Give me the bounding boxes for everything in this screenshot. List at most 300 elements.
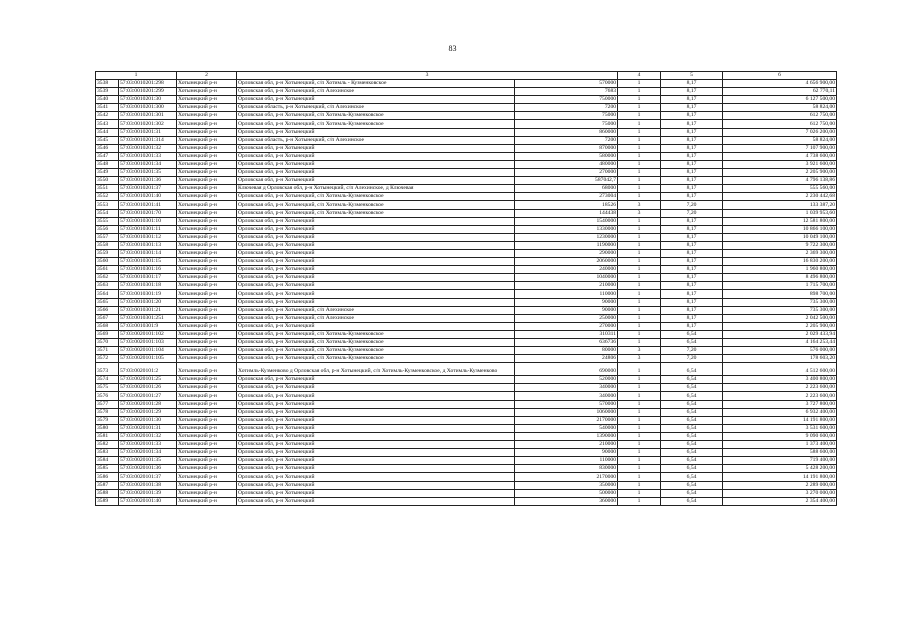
table-row — [96, 217, 837, 225]
cell-group-value: 1 — [618, 282, 661, 290]
cell-cadastral-number: 57:03:0020101:37 — [119, 473, 177, 481]
table-row — [96, 185, 837, 193]
cell-rate-value: 6,54 — [661, 497, 723, 505]
cell-cadastral-number: 57:03:0010201:298 — [119, 80, 177, 88]
cell-cadastral-number: 57:03:0020101:103 — [119, 339, 177, 347]
cell-district: Хотынецкий р-н — [177, 465, 237, 473]
cell-cadastral-number: 57:03:0010201:40 — [119, 193, 177, 201]
cell-district: Хотынецкий р-н — [177, 193, 237, 201]
table-row — [96, 249, 837, 257]
cell-district: Хотынецкий р-н — [177, 266, 237, 274]
cell-cadastral-number: 57:03:0010201:36 — [119, 177, 177, 185]
cell-district: Хотынецкий р-н — [177, 376, 237, 384]
cell-group-value: 1 — [618, 193, 661, 201]
cell-rate-value: 6,54 — [661, 432, 723, 440]
table-row — [96, 481, 837, 489]
cell-group-value: 1 — [618, 497, 661, 505]
cell-group-value: 1 — [618, 241, 661, 249]
cell-cadastral-cost: 2 029 433,94 — [723, 330, 837, 338]
table-row — [96, 241, 837, 249]
cell-district: Хотынецкий р-н — [177, 112, 237, 120]
cell-cadastral-number: 57:03:0020101:104 — [119, 347, 177, 355]
table-row — [96, 193, 837, 201]
cell-row-number: 3574 — [96, 376, 119, 384]
cell-address: Орловская обл, р-н Хотынецкий, с/п Хотимль-Кузменковское — [237, 347, 515, 355]
cell-area-value: 870000 — [515, 144, 618, 152]
cell-row-number: 3568 — [96, 322, 119, 330]
cell-row-number: 3587 — [96, 481, 119, 489]
cell-district: Хотынецкий р-н — [177, 225, 237, 233]
cell-district: Хотынецкий р-н — [177, 274, 237, 282]
cell-area-value: 587042,7 — [515, 177, 618, 185]
table-row — [96, 424, 837, 432]
cell-area-value: 80000 — [515, 347, 618, 355]
cell-rate-value: 6,54 — [661, 465, 723, 473]
cell-row-number: 3588 — [96, 489, 119, 497]
cell-row-number: 3556 — [96, 225, 119, 233]
cell-rate-value: 8,17 — [661, 152, 723, 160]
cell-rate-value: 8,17 — [661, 104, 723, 112]
cell-rate-value: 8,17 — [661, 258, 723, 266]
cell-district: Хотынецкий р-н — [177, 400, 237, 408]
cell-row-number: 3563 — [96, 282, 119, 290]
cell-cadastral-cost: 1 715 700,00 — [723, 282, 837, 290]
cell-row-number: 3570 — [96, 339, 119, 347]
table-row — [96, 339, 837, 347]
cell-district: Хотынецкий р-н — [177, 384, 237, 392]
cell-cadastral-cost: 58 824,00 — [723, 136, 837, 144]
cell-address: Орловская обл, р-н Хотынецкий, с/п Хотимль-Кузменковское — [237, 201, 515, 209]
cell-address: Орловская обл, р-н Хотынецкий — [237, 144, 515, 152]
header-col-1: 1 — [96, 72, 177, 80]
cell-area-value: 2060000 — [515, 258, 618, 266]
cell-group-value: 1 — [618, 441, 661, 449]
cell-cadastral-number: 57:03:0010301:15 — [119, 258, 177, 266]
cell-area-value: 7200 — [515, 104, 618, 112]
table-row — [96, 400, 837, 408]
table-row — [96, 96, 837, 104]
cell-rate-value: 6,54 — [661, 416, 723, 424]
cell-district: Хотынецкий р-н — [177, 241, 237, 249]
cell-district: Хотынецкий р-н — [177, 120, 237, 128]
cell-area-value: 90000 — [515, 306, 618, 314]
cell-area-value: 570000 — [515, 400, 618, 408]
cell-area-value: 7683 — [515, 88, 618, 96]
table-row — [96, 347, 837, 355]
cell-cadastral-number: 57:03:0020101:27 — [119, 392, 177, 400]
cell-cadastral-cost: 1 960 800,00 — [723, 266, 837, 274]
cell-cadastral-cost: 2 223 600,00 — [723, 392, 837, 400]
cell-area-value: 110000 — [515, 290, 618, 298]
cell-cadastral-number: 57:03:0010201:300 — [119, 104, 177, 112]
cell-rate-value: 6,54 — [661, 473, 723, 481]
table-row — [96, 112, 837, 120]
cell-area-value: 340000 — [515, 392, 618, 400]
cell-row-number: 3562 — [96, 274, 119, 282]
cell-cadastral-number: 57:03:0020101:28 — [119, 400, 177, 408]
cell-rate-value: 6,54 — [661, 392, 723, 400]
cell-address: Орловская обл, р-н Хотынецкий — [237, 473, 515, 481]
cell-address: Орловская обл, р-н Хотынецкий — [237, 96, 515, 104]
table-row — [96, 355, 837, 363]
table-row — [96, 266, 837, 274]
cell-cadastral-cost: 612 750,00 — [723, 112, 837, 120]
cell-address: Орловская обл, р-н Хотынецкий — [237, 416, 515, 424]
cell-area-value: 110000 — [515, 457, 618, 465]
cell-group-value: 1 — [618, 225, 661, 233]
cell-cadastral-cost: 14 191 800,00 — [723, 473, 837, 481]
cell-district: Хотынецкий р-н — [177, 449, 237, 457]
cell-address: Орловская обл, р-н Хотынецкий, с/п Хотимль-Кузменковское — [237, 193, 515, 201]
cell-address: Орловская обл, р-н Хотынецкий — [237, 160, 515, 168]
cell-rate-value: 8,17 — [661, 80, 723, 88]
cell-rate-value: 6,54 — [661, 457, 723, 465]
table-row — [96, 441, 837, 449]
cell-address: Орловская обл, р-н Хотынецкий, с/п Хотимль-Кузменковское — [237, 112, 515, 120]
cell-cadastral-number: 57:03:0010201:31 — [119, 128, 177, 136]
cell-address: Орловская обл, р-н Хотынецкий — [237, 298, 515, 306]
cell-row-number: 3573 — [96, 363, 119, 376]
cell-cadastral-cost: 6 932 400,00 — [723, 408, 837, 416]
cell-cadastral-number: 57:03:0010301:13 — [119, 241, 177, 249]
cell-area-value: 480000 — [515, 160, 618, 168]
cell-address: Орловская обл, р-н Хотынецкий — [237, 290, 515, 298]
table-row — [96, 290, 837, 298]
cell-rate-value: 8,17 — [661, 96, 723, 104]
cell-rate-value: 6,54 — [661, 424, 723, 432]
cell-cadastral-cost: 1 373 400,00 — [723, 441, 837, 449]
cell-rate-value: 8,17 — [661, 306, 723, 314]
cell-group-value: 1 — [618, 481, 661, 489]
cell-address: Орловская обл, р-н Хотынецкий — [237, 241, 515, 249]
cell-row-number: 3571 — [96, 347, 119, 355]
cell-row-number: 3581 — [96, 432, 119, 440]
table-row — [96, 322, 837, 330]
table-row — [96, 177, 837, 185]
table-row — [96, 233, 837, 241]
cell-rate-value: 8,17 — [661, 274, 723, 282]
cell-district: Хотынецкий р-н — [177, 392, 237, 400]
cell-rate-value: 8,17 — [661, 144, 723, 152]
cell-area-value: 350000 — [515, 481, 618, 489]
cell-cadastral-number: 57:03:0010201:37 — [119, 185, 177, 193]
table-row — [96, 136, 837, 144]
cell-district: Хотынецкий р-н — [177, 249, 237, 257]
cell-area-value: 270000 — [515, 169, 618, 177]
cell-group-value: 1 — [618, 120, 661, 128]
cell-cadastral-cost: 3 727 800,00 — [723, 400, 837, 408]
cell-address: Орловская обл, р-н Хотынецкий — [237, 489, 515, 497]
cell-district: Хотынецкий р-н — [177, 80, 237, 88]
cell-area-value: 2170000 — [515, 473, 618, 481]
cadastral-value-table — [95, 71, 837, 506]
cell-district: Хотынецкий р-н — [177, 457, 237, 465]
cell-cadastral-number: 57:03:0020101:105 — [119, 355, 177, 363]
cell-area-value: 90000 — [515, 449, 618, 457]
cell-cadastral-number: 57:03:0020101:33 — [119, 441, 177, 449]
cell-cadastral-cost: 4 738 600,00 — [723, 152, 837, 160]
cell-area-value: 75000 — [515, 120, 618, 128]
table-row — [96, 497, 837, 505]
cell-row-number: 3575 — [96, 384, 119, 392]
cell-cadastral-number: 57:03:0010201:30 — [119, 96, 177, 104]
cell-group-value: 1 — [618, 473, 661, 481]
cell-rate-value: 8,17 — [661, 298, 723, 306]
cell-address: Орловская обл, р-н Хотынецкий — [237, 481, 515, 489]
cell-area-value: 360000 — [515, 497, 618, 505]
cell-cadastral-cost: 719 400,00 — [723, 457, 837, 465]
cell-area-value: 830000 — [515, 465, 618, 473]
cell-district: Хотынецкий р-н — [177, 160, 237, 168]
table-row — [96, 473, 837, 481]
cell-rate-value: 6,54 — [661, 489, 723, 497]
cell-district: Хотынецкий р-н — [177, 233, 237, 241]
cell-row-number: 3578 — [96, 408, 119, 416]
cell-area-value: 270000 — [515, 322, 618, 330]
table-row — [96, 282, 837, 290]
cell-address: Орловская обл, р-н Хотынецкий — [237, 400, 515, 408]
table-row — [96, 88, 837, 96]
cell-area-value: 636736 — [515, 339, 618, 347]
cell-district: Хотынецкий р-н — [177, 339, 237, 347]
cell-row-number: 3583 — [96, 449, 119, 457]
table-row — [96, 209, 837, 217]
cell-group-value: 1 — [618, 489, 661, 497]
cell-cadastral-cost: 3 270 000,00 — [723, 489, 837, 497]
cell-district: Хотынецкий р-н — [177, 432, 237, 440]
cell-district: Хотынецкий р-н — [177, 473, 237, 481]
cell-group-value: 1 — [618, 408, 661, 416]
cell-rate-value: 6,54 — [661, 376, 723, 384]
cell-cadastral-cost: 2 369 300,00 — [723, 249, 837, 257]
cell-rate-value: 8,17 — [661, 282, 723, 290]
cell-row-number: 3566 — [96, 306, 119, 314]
table-row — [96, 392, 837, 400]
cell-cadastral-number: 57:03:0010201:299 — [119, 88, 177, 96]
cell-row-number: 3538 — [96, 80, 119, 88]
cell-group-value: 3 — [618, 355, 661, 363]
cell-rate-value: 8,17 — [661, 290, 723, 298]
cell-rate-value: 7,20 — [661, 347, 723, 355]
cell-address: Орловская обл, р-н Хотынецкий — [237, 457, 515, 465]
cell-cadastral-number: 57:03:0010301:20 — [119, 298, 177, 306]
cell-cadastral-cost: 3 400 800,00 — [723, 376, 837, 384]
table-row — [96, 128, 837, 136]
cell-group-value: 1 — [618, 457, 661, 465]
cell-group-value: 1 — [618, 290, 661, 298]
table-row — [96, 258, 837, 266]
cell-rate-value: 8,17 — [661, 233, 723, 241]
cell-rate-value: 8,17 — [661, 136, 723, 144]
cell-rate-value: 8,17 — [661, 160, 723, 168]
cell-cadastral-number: 57:03:0010201:35 — [119, 169, 177, 177]
cell-district: Хотынецкий р-н — [177, 185, 237, 193]
table-row — [96, 384, 837, 392]
cell-address: Орловская обл, р-н Хотынецкий — [237, 266, 515, 274]
table-row — [96, 152, 837, 160]
cell-cadastral-number: 57:03:0010301:11 — [119, 225, 177, 233]
cell-cadastral-cost: 2 042 500,00 — [723, 314, 837, 322]
cell-address: Орловская обл, р-н Хотынецкий — [237, 408, 515, 416]
cell-group-value: 1 — [618, 112, 661, 120]
cell-address: Орловская обл, р-н Хотынецкий — [237, 432, 515, 440]
cell-cadastral-number: 57:03:0010301:251 — [119, 314, 177, 322]
cell-rate-value: 7,20 — [661, 201, 723, 209]
table-row — [96, 330, 837, 338]
cell-district: Хотынецкий р-н — [177, 416, 237, 424]
cell-row-number: 3579 — [96, 416, 119, 424]
table-row — [96, 416, 837, 424]
cell-row-number: 3582 — [96, 441, 119, 449]
cell-cadastral-number: 57:03:0020101:2 — [119, 363, 177, 376]
table-row — [96, 363, 837, 376]
table-row — [96, 449, 837, 457]
cell-area-value: 690000 — [515, 363, 618, 376]
cell-area-value: 520000 — [515, 376, 618, 384]
cell-address: Орловская обл, р-н Хотынецкий — [237, 233, 515, 241]
cell-area-value: 1190000 — [515, 241, 618, 249]
cell-row-number: 3584 — [96, 457, 119, 465]
cell-cadastral-cost: 1 039 953,60 — [723, 209, 837, 217]
table-row — [96, 144, 837, 152]
cell-row-number: 3560 — [96, 258, 119, 266]
cell-district: Хотынецкий р-н — [177, 363, 237, 376]
cell-cadastral-cost: 16 830 200,00 — [723, 258, 837, 266]
cell-district: Хотынецкий р-н — [177, 96, 237, 104]
cell-address: Орловская обл, р-н Хотынецкий — [237, 258, 515, 266]
cell-cadastral-cost: 178 603,20 — [723, 355, 837, 363]
table-row — [96, 306, 837, 314]
cell-rate-value: 6,54 — [661, 449, 723, 457]
cell-group-value: 1 — [618, 249, 661, 257]
cell-cadastral-number: 57:03:0010301:17 — [119, 274, 177, 282]
cell-cadastral-number: 57:03:0010301:16 — [119, 266, 177, 274]
cell-district: Хотынецкий р-н — [177, 282, 237, 290]
cell-group-value: 1 — [618, 88, 661, 96]
cell-district: Хотынецкий р-н — [177, 424, 237, 432]
cell-group-value: 1 — [618, 424, 661, 432]
cell-address: Орловская обл, р-н Хотынецкий — [237, 152, 515, 160]
cell-cadastral-cost: 133 387,20 — [723, 201, 837, 209]
cell-district: Хотынецкий р-н — [177, 330, 237, 338]
cell-group-value: 1 — [618, 169, 661, 177]
cell-row-number: 3558 — [96, 241, 119, 249]
cell-cadastral-cost: 576 000,00 — [723, 347, 837, 355]
cell-address: Орловская обл, р-н Хотынецкий, с/п Хотимль-Кузменковское — [237, 339, 515, 347]
cell-cadastral-number: 57:03:0010301:12 — [119, 233, 177, 241]
cell-cadastral-cost: 7 107 900,00 — [723, 144, 837, 152]
cell-group-value: 1 — [618, 177, 661, 185]
header-col-3: 3 — [237, 72, 618, 80]
cell-cadastral-cost: 612 750,00 — [723, 120, 837, 128]
cell-area-value: 90000 — [515, 298, 618, 306]
cell-cadastral-number: 57:03:0020101:39 — [119, 489, 177, 497]
cell-group-value: 3 — [618, 347, 661, 355]
cell-address: Хотимль-Кузменково д Орловская обл, р-н Хотынецкий, с/п Хотимль-Кузменковское, д Хотимль-Кузменково — [237, 363, 515, 376]
cell-area-value: 540000 — [515, 424, 618, 432]
cell-group-value: 1 — [618, 314, 661, 322]
cell-area-value: 570000 — [515, 80, 618, 88]
cell-district: Хотынецкий р-н — [177, 347, 237, 355]
cell-group-value: 1 — [618, 258, 661, 266]
cell-row-number: 3548 — [96, 160, 119, 168]
cell-district: Хотынецкий р-н — [177, 152, 237, 160]
cell-rate-value: 8,17 — [661, 88, 723, 96]
cell-rate-value: 8,17 — [661, 314, 723, 322]
cell-group-value: 1 — [618, 144, 661, 152]
cell-area-value: 144438 — [515, 209, 618, 217]
cell-group-value: 1 — [618, 233, 661, 241]
cell-address: Орловская обл, р-н Хотынецкий, с/п Хотимль-Кузменковское — [237, 330, 515, 338]
cell-group-value: 1 — [618, 322, 661, 330]
cell-district: Хотынецкий р-н — [177, 306, 237, 314]
table-row — [96, 465, 837, 473]
cell-address: Орловская область, р-н Хотынецкий, с/п Алехинское — [237, 104, 515, 112]
cell-cadastral-number: 57:03:0010201:33 — [119, 152, 177, 160]
cell-row-number: 3559 — [96, 249, 119, 257]
cell-rate-value: 8,17 — [661, 241, 723, 249]
cell-row-number: 3555 — [96, 217, 119, 225]
cell-group-value: 1 — [618, 449, 661, 457]
table-header-row — [96, 72, 837, 80]
cell-address: Орловская обл, р-н Хотынецкий — [237, 225, 515, 233]
cell-row-number: 3569 — [96, 330, 119, 338]
cell-group-value: 1 — [618, 416, 661, 424]
cell-address: Ключевая д Орловская обл, р-н Хотынецкий, с/п Алехинское, д Ключевая — [237, 185, 515, 193]
cell-district: Хотынецкий р-н — [177, 136, 237, 144]
cell-area-value: 1040000 — [515, 274, 618, 282]
cell-area-value: 2170000 — [515, 416, 618, 424]
cell-district: Хотынецкий р-н — [177, 314, 237, 322]
cell-cadastral-cost: 2 205 900,00 — [723, 169, 837, 177]
cell-group-value: 1 — [618, 266, 661, 274]
cell-cadastral-cost: 58 824,00 — [723, 104, 837, 112]
cell-cadastral-cost: 735 300,00 — [723, 298, 837, 306]
cell-rate-value: 6,54 — [661, 400, 723, 408]
cell-cadastral-cost: 4 796 138,86 — [723, 177, 837, 185]
cell-cadastral-cost: 2 354 400,00 — [723, 497, 837, 505]
cell-row-number: 3580 — [96, 424, 119, 432]
cell-district: Хотынецкий р-н — [177, 290, 237, 298]
cell-rate-value: 8,17 — [661, 112, 723, 120]
cell-cadastral-number: 57:03:0010301:21 — [119, 306, 177, 314]
cell-cadastral-number: 57:03:0010201:41 — [119, 201, 177, 209]
cell-district: Хотынецкий р-н — [177, 88, 237, 96]
cell-group-value: 1 — [618, 465, 661, 473]
cell-cadastral-number: 57:03:0020101:25 — [119, 376, 177, 384]
cell-group-value: 1 — [618, 339, 661, 347]
cell-cadastral-cost: 62 770,11 — [723, 88, 837, 96]
cell-group-value: 3 — [618, 209, 661, 217]
cell-district: Хотынецкий р-н — [177, 441, 237, 449]
cell-address: Орловская обл, р-н Хотынецкий — [237, 376, 515, 384]
cell-cadastral-number: 57:03:0020101:40 — [119, 497, 177, 505]
cell-address: Орловская обл, р-н Хотынецкий, с/п Алехинское — [237, 88, 515, 96]
cell-cadastral-number: 57:03:0010201:302 — [119, 120, 177, 128]
cell-cadastral-cost: 4 656 900,00 — [723, 80, 837, 88]
cell-rate-value: 8,17 — [661, 217, 723, 225]
cell-cadastral-cost: 9 090 600,00 — [723, 432, 837, 440]
cell-row-number: 3567 — [96, 314, 119, 322]
cell-row-number: 3565 — [96, 298, 119, 306]
cell-address: Орловская обл, р-н Хотынецкий — [237, 392, 515, 400]
cell-row-number: 3589 — [96, 497, 119, 505]
cell-address: Орловская обл, р-н Хотынецкий, с/п Хотимль - Кузменковское — [237, 80, 515, 88]
cell-cadastral-cost: 4 512 600,00 — [723, 363, 837, 376]
cell-area-value: 210000 — [515, 282, 618, 290]
cell-rate-value: 6,54 — [661, 339, 723, 347]
cell-rate-value: 8,17 — [661, 193, 723, 201]
